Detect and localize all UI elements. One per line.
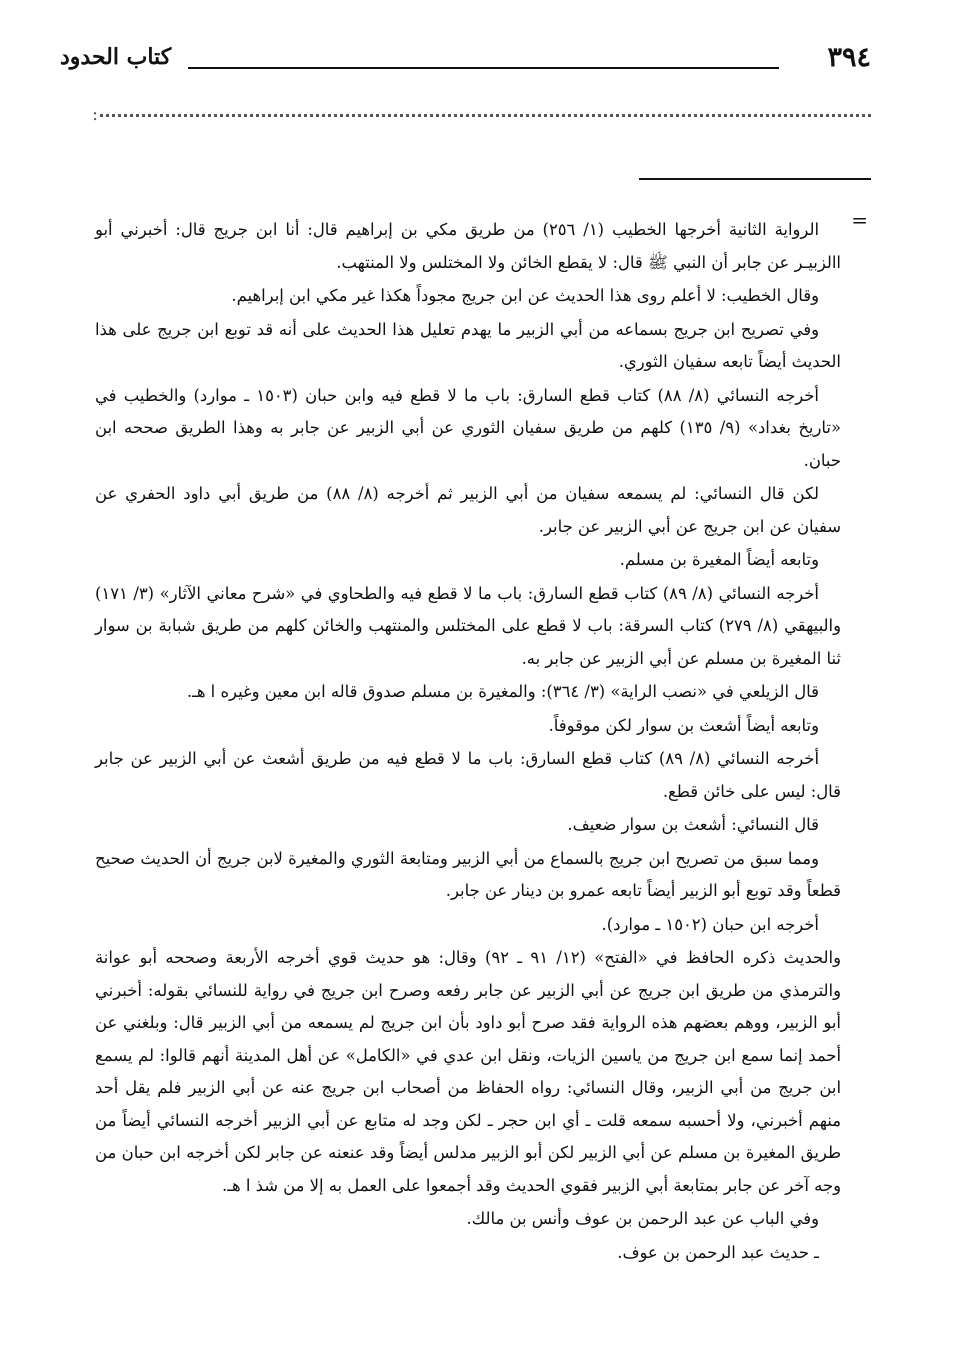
footnote-paragraph: ومما سبق من تصريح ابن جريج بالسماع من أبي الزبير ومتابعة الثوري والمغيرة لابن جريج أن الحديث صحيح قطعاً وقد توبع أبو الزبير أيضاً تابعه عمرو بن دينار عن جابر. — [95, 848, 841, 900]
footnote-paragraph: وقال الخطيب: لا أعلم روى هذا الحديث عن ابن جريج مجوداً هكذا غير مكي ابن إبراهيم. — [231, 286, 819, 305]
continuation-mark: = — [851, 208, 868, 232]
footnote-paragraph: قال النسائي: أشعث بن سوار ضعيف. — [567, 815, 819, 834]
footnote-paragraph: قال الزيلعي في «نصب الراية» (٣/ ٣٦٤): والمغيرة بن مسلم صدوق قاله ابن معين وغيره ا هـ. — [186, 682, 819, 701]
book-title: كتاب الحدود — [60, 44, 172, 70]
footnote-paragraph: أخرجه النسائي (٨/ ٨٩) كتاب قطع السارق: باب ما لا قطع فيه والطحاوي في «شرح معاني الآثار» (٣/ ١٧١) والبيهقي (٨/ ٢٧٩) كتاب السرقة: باب لا قطع على المختلس والمنتهب والخائن كلهم من طريق شبابة بن سوار ثنا المغيرة بن مسلم عن أبي الزبير عن جابر به. — [95, 583, 842, 668]
page-number: ٣٩٤ — [827, 42, 871, 73]
footnote-body — [95, 214, 841, 1270]
footnote-paragraph: أخرجه النسائي (٨/ ٨٩) كتاب قطع السارق: باب ما لا قطع فيه من طريق أشعث عن أبي الزبير عن جابر قال: ليس على خائن قطع. — [95, 749, 841, 801]
footnote-paragraph: أخرجه النسائي (٨/ ٨٨) كتاب قطع السارق: باب ما لا قطع فيه وابن حبان (١٥٠٣ ـ موارد) والخطيب في «تاريخ بغداد» (٩/ ١٣٥) كلهم من طريق سفيان الثوري عن أبي الزبير عن جابر به وهذا الطريق صححه ابن حبان. — [95, 385, 841, 470]
dotted-separator-end: : — [92, 104, 99, 125]
footnote-paragraph: الرواية الثانية أخرجها الخطيب (١/ ٢٥٦) من طريق مكي بن إبراهيم قال: أنا ابن جريج قال: أخبرني أبو االزبيـر عن جابر أن النبي ﷺ قال: لا يقطع الخائن ولا المختلس ولا المنتهب. — [95, 220, 841, 272]
dotted-separator — [100, 114, 871, 117]
footnote-paragraph: وفي تصريح ابن جريج بسماعه من أبي الزبير ما يهدم تعليل هذا الحديث على أنه قد توبع ابن جريج على هذا الحديث أيضاً تابعه سفيان الثوري. — [95, 319, 841, 371]
footnote-paragraph: ـ حديث عبد الرحمن بن عوف. — [617, 1242, 819, 1262]
header-rule — [188, 67, 779, 69]
footnote-rule — [639, 178, 871, 180]
footnote-paragraph: والحديث ذكره الحافظ في «الفتح» (١٢/ ٩١ ـ ٩٢) وقال: هو حديث قوي أخرجه الأربعة وصححه أبو عوانة والترمذي من طريق ابن جريج عن أبي الزبير عن جابر رفعه وصرح ابن جريج في رواية للنسائي بقوله: أخبرني أبو الزبير، ووهم بعضهم هذه الرواية فقد صرح أبو داود بأن ابن جريج لم يسمعه من أبي الزبير قال: وبلغني عن أحمد إنما سمع ابن جريج من ياسين الزيات، ونقل ابن عدي في «الكامل» عن أهل المدينة أنهم قالوا: لم يسمع ابن جريج من أبي الزبير، وقال النسائي: رواه الحفاظ من أصحاب ابن جريج عنه عن أبي الزبير فلم يقل أحد منهم أخبرني، ولا أحسبه سمعه قلت ـ أي ابن حجر ـ لكن وجد له متابع عن أبي الزبير أخرجه النسائي أيضاً من طريق المغيرة بن مسلم عن أبي الزبير لكن أبو الزبير مدلس أيضاً وقد عنعنه عن جابر لكن أخرجه ابن حبان من وجه آخر عن جابر بمتابعة أبي الزبير فقوي الحديث وقد أجمعوا على العمل به إلا من شذ ا هـ. — [95, 948, 841, 1195]
footnote-paragraph: وتابعه أيضاً المغيرة بن مسلم. — [619, 550, 819, 569]
footnote-paragraph: وفي الباب عن عبد الرحمن بن عوف وأنس بن مالك. — [466, 1209, 819, 1228]
footnote-paragraph: لكن قال النسائي: لم يسمعه سفيان من أبي الزبير ثم أخرجه (٨/ ٨٨) من طريق أبي داود الحفري عن سفيان عن ابن جريج عن أبي الزبير عن جابر. — [95, 484, 841, 536]
page-header — [60, 42, 871, 82]
footnote-paragraph: وتابعه أيضاً أشعث بن سوار لكن موقوفاً. — [548, 715, 819, 735]
footnote-paragraph: أخرجه ابن حبان (١٥٠٢ ـ موارد). — [601, 914, 819, 934]
